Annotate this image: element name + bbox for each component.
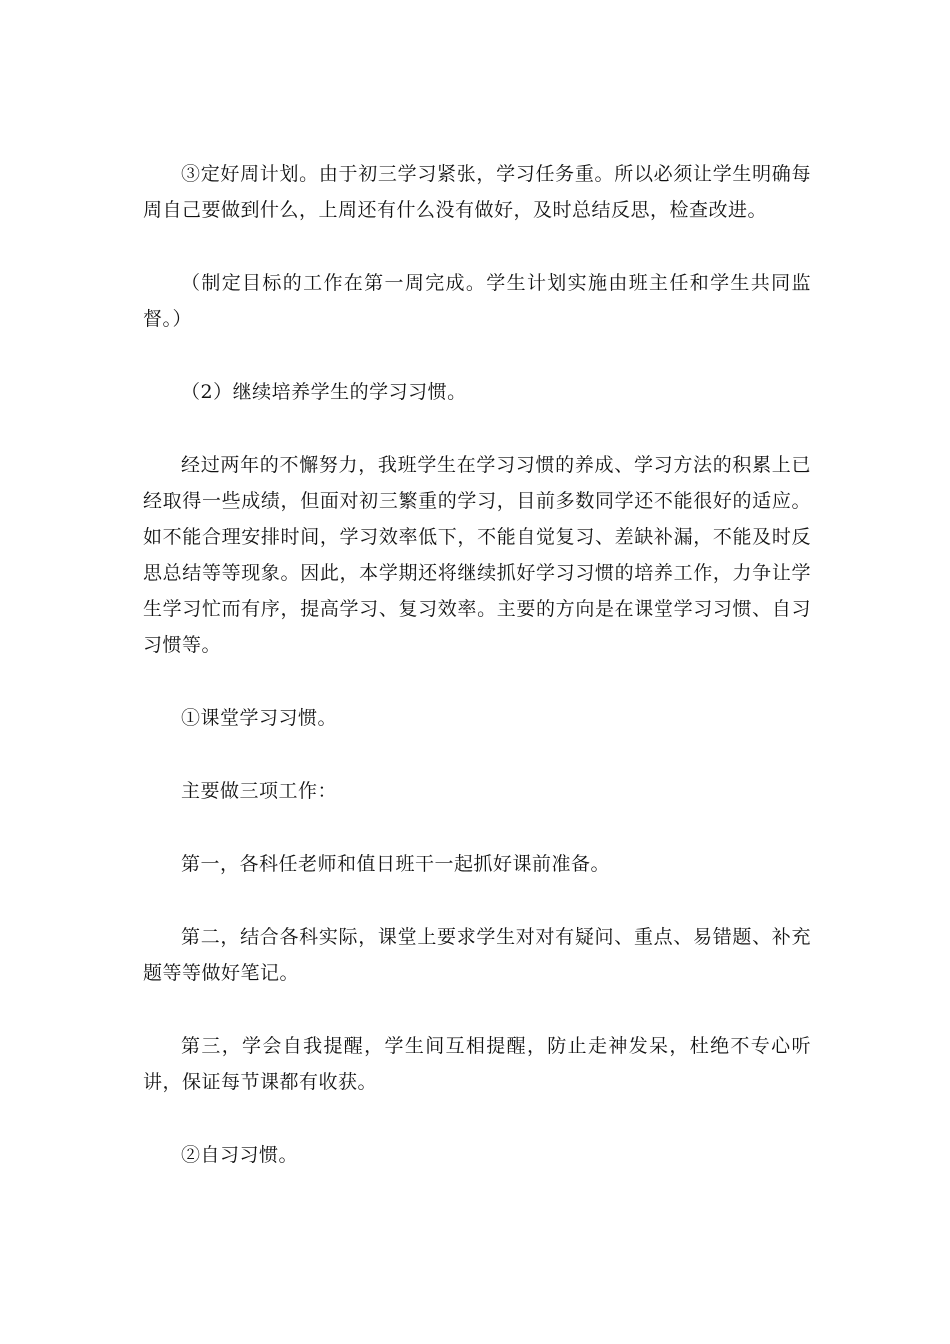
paragraph-goal-note: （制定目标的工作在第一周完成。学生计划实施由班主任和学生共同监督。） xyxy=(143,272,811,330)
paragraph-task-two: 第二，结合各科实际，课堂上要求学生对对有疑问、重点、易错题、补充题等等做好笔记。 xyxy=(143,926,811,984)
paragraph-three-tasks: 主要做三项工作： xyxy=(181,780,338,802)
subheading-classroom-habits: ①课堂学习习惯。 xyxy=(181,707,338,729)
document-body xyxy=(143,156,811,1210)
paragraph-habits-overview: 经过两年的不懈努力，我班学生在学习习惯的养成、学习方法的积累上已经取得一些成绩，但面对初三繁重的学习，目前多数同学还不能很好的适应。如不能合理安排时间，学习效率低下，不能自觉复习、差缺补漏，不能及时反思总结等等现象。因此，本学期还将继续抓好学习习惯的培养工作，力争让学生学习忙而有序，提高学习、复习效率。主要的方向是在课堂学习习惯、自习习惯等。 xyxy=(143,454,811,656)
paragraph-task-one: 第一，各科任老师和值日班干一起抓好课前准备。 xyxy=(181,853,611,875)
paragraph-weekly-plan: ③定好周计划。由于初三学习紧张，学习任务重。所以必须让学生明确每周自己要做到什么，上周还有什么没有做好，及时总结反思，检查改进。 xyxy=(143,163,811,221)
subheading-self-study-habits: ②自习习惯。 xyxy=(181,1144,299,1166)
section-heading-study-habits: （2）继续培养学生的学习习惯。 xyxy=(181,381,467,403)
paragraph-task-three: 第三，学会自我提醒，学生间互相提醒，防止走神发呆，杜绝不专心听讲，保证每节课都有收获。 xyxy=(143,1035,811,1093)
